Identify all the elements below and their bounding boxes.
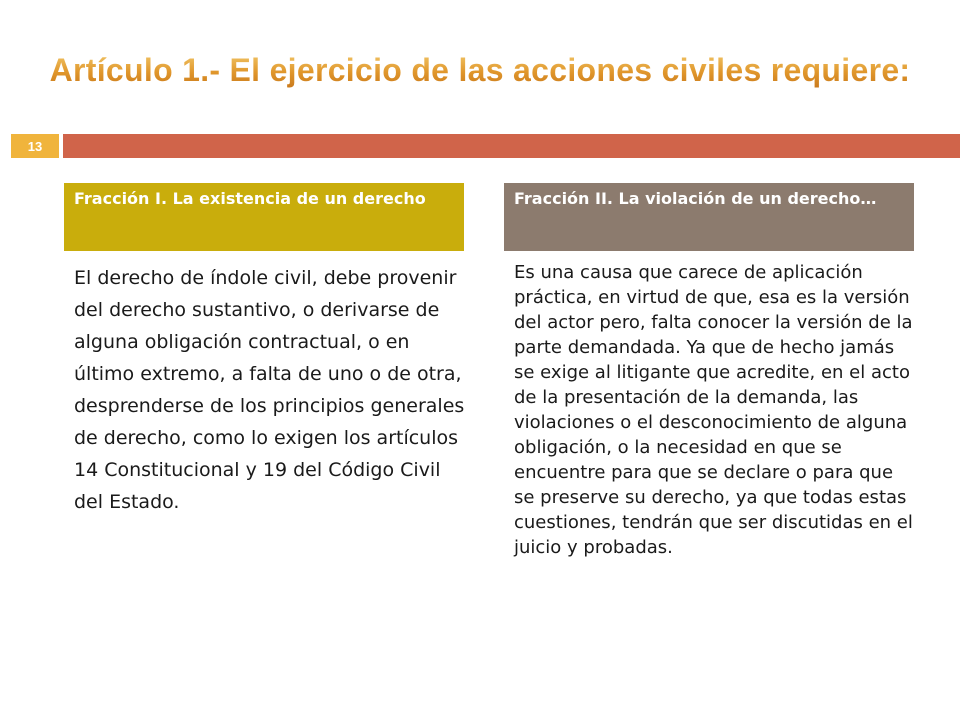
column-body-fraccion-2: Es una causa que carece de aplicación práctica, en virtud de que, esa es la versión del actor pero, falta conocer la versión de la parte demandada. Ya que de hecho jamás se exige al litigante que acredite, en el acto de la presentación de la demanda, las violaciones o el desconocimiento de alguna obligación, o la necesidad en que se encuentre para que se declare o para que se preserve su derecho, ya que todas estas cuestiones, tendrán que ser discutidas en el juicio y probadas. (514, 262, 913, 558)
slide-title: Artículo 1.- El ejercicio de las acciones civiles requiere: (0, 52, 960, 89)
slide-number-badge: 13 (11, 134, 59, 158)
header-accent-bar (63, 134, 960, 158)
column-header-fraccion-1: Fracción I. La existencia de un derecho (64, 183, 464, 251)
column-header-fraccion-2: Fracción II. La violación de un derecho… (504, 183, 914, 251)
column-body-fraccion-1: El derecho de índole civil, debe provenir del derecho sustantivo, o derivarse de alguna obligación contractual, o en último extremo, a falta de uno o de otra, desprenderse de los principios generales de derecho, como lo exigen los artículos 14 Constitucional y 19 del Código Civil del Estado. (74, 267, 465, 513)
